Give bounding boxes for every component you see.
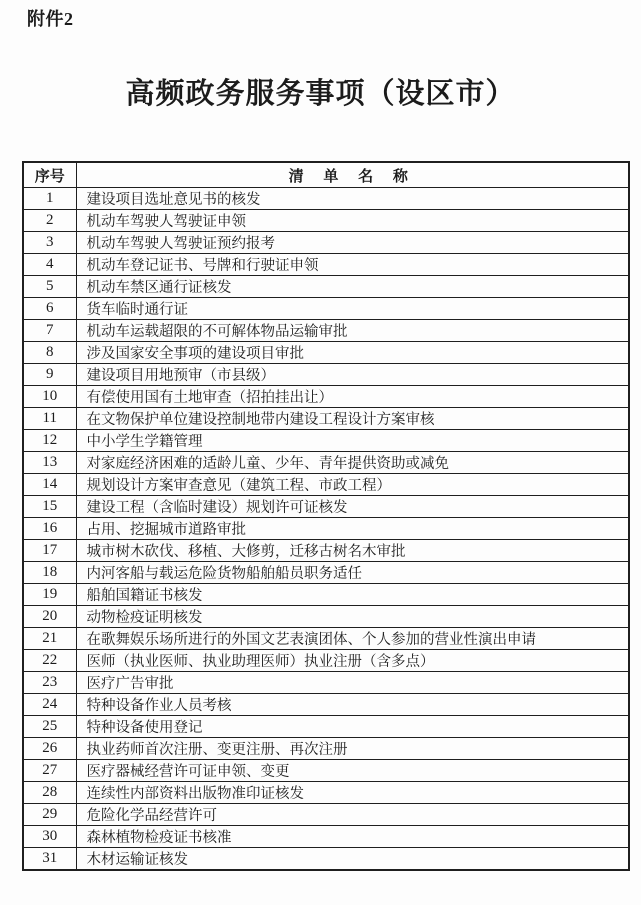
table-row	[23, 760, 629, 782]
row-name: 城市树木砍伐、移植、大修剪，迁移古树名木审批	[76, 540, 629, 562]
row-name: 内河客船与载运危险货物船舶船员职务适任	[76, 562, 629, 584]
row-name: 连续性内部资料出版物准印证核发	[76, 782, 629, 804]
row-name: 木材运输证核发	[76, 848, 629, 871]
table-row	[23, 826, 629, 848]
row-number: 18	[23, 562, 76, 584]
row-number: 17	[23, 540, 76, 562]
table-row	[23, 474, 629, 496]
row-number: 13	[23, 452, 76, 474]
header-list-name: 清 单 名 称	[76, 162, 629, 188]
table-row	[23, 562, 629, 584]
row-number: 29	[23, 804, 76, 826]
row-name: 有偿使用国有土地审查（招拍挂出让）	[76, 386, 629, 408]
row-name: 建设工程（含临时建设）规划许可证核发	[76, 496, 629, 518]
table-row	[23, 628, 629, 650]
row-name: 执业药师首次注册、变更注册、再次注册	[76, 738, 629, 760]
row-number: 24	[23, 694, 76, 716]
row-name: 医疗器械经营许可证申领、变更	[76, 760, 629, 782]
row-number: 2	[23, 210, 76, 232]
table-row	[23, 210, 629, 232]
table-row	[23, 386, 629, 408]
header-serial-number: 序号	[23, 162, 76, 188]
row-name: 危险化学品经营许可	[76, 804, 629, 826]
row-name: 动物检疫证明核发	[76, 606, 629, 628]
row-name: 货车临时通行证	[76, 298, 629, 320]
row-number: 16	[23, 518, 76, 540]
table-body	[23, 188, 629, 871]
row-number: 15	[23, 496, 76, 518]
row-number: 12	[23, 430, 76, 452]
table-row	[23, 804, 629, 826]
row-name: 医疗广告审批	[76, 672, 629, 694]
row-name: 机动车禁区通行证核发	[76, 276, 629, 298]
table-row	[23, 716, 629, 738]
row-number: 5	[23, 276, 76, 298]
table-row	[23, 298, 629, 320]
row-name: 在文物保护单位建设控制地带内建设工程设计方案审核	[76, 408, 629, 430]
row-number: 3	[23, 232, 76, 254]
row-name: 涉及国家安全事项的建设项目审批	[76, 342, 629, 364]
table-row	[23, 342, 629, 364]
row-number: 25	[23, 716, 76, 738]
row-number: 1	[23, 188, 76, 210]
table-row	[23, 254, 629, 276]
row-name: 建设项目用地预审（市县级）	[76, 364, 629, 386]
row-number: 7	[23, 320, 76, 342]
page-title: 高频政务服务事项（设区市）	[125, 78, 516, 110]
table-row	[23, 364, 629, 386]
table-row	[23, 408, 629, 430]
row-number: 27	[23, 760, 76, 782]
table-row	[23, 782, 629, 804]
row-number: 8	[23, 342, 76, 364]
row-number: 19	[23, 584, 76, 606]
table-row	[23, 672, 629, 694]
row-number: 22	[23, 650, 76, 672]
table-row	[23, 606, 629, 628]
row-name: 机动车驾驶人驾驶证申领	[76, 210, 629, 232]
row-name: 在歌舞娱乐场所进行的外国文艺表演团体、个人参加的营业性演出申请	[76, 628, 629, 650]
row-name: 船舶国籍证书核发	[76, 584, 629, 606]
table-row	[23, 452, 629, 474]
row-number: 21	[23, 628, 76, 650]
row-number: 4	[23, 254, 76, 276]
table-row	[23, 650, 629, 672]
table-row	[23, 518, 629, 540]
row-name: 规划设计方案审查意见（建筑工程、市政工程）	[76, 474, 629, 496]
table-row	[23, 848, 629, 871]
table-row	[23, 430, 629, 452]
row-number: 14	[23, 474, 76, 496]
row-name: 特种设备使用登记	[76, 716, 629, 738]
row-name: 机动车登记证书、号牌和行驶证申领	[76, 254, 629, 276]
row-number: 10	[23, 386, 76, 408]
table-row	[23, 276, 629, 298]
row-number: 30	[23, 826, 76, 848]
table-row	[23, 738, 629, 760]
table-row	[23, 694, 629, 716]
row-name: 机动车驾驶人驾驶证预约报考	[76, 232, 629, 254]
service-items-table	[22, 161, 630, 871]
table-row	[23, 540, 629, 562]
row-name: 对家庭经济困难的适龄儿童、少年、青年提供资助或减免	[76, 452, 629, 474]
table-row	[23, 188, 629, 210]
table-row	[23, 496, 629, 518]
row-name: 建设项目选址意见书的核发	[76, 188, 629, 210]
table-row	[23, 232, 629, 254]
table-row	[23, 320, 629, 342]
row-name: 森林植物检疫证书核准	[76, 826, 629, 848]
row-number: 20	[23, 606, 76, 628]
table-row	[23, 584, 629, 606]
row-name: 医师（执业医师、执业助理医师）执业注册（含多点）	[76, 650, 629, 672]
table-header-row	[23, 162, 629, 188]
row-name: 特种设备作业人员考核	[76, 694, 629, 716]
row-name: 机动车运载超限的不可解体物品运输审批	[76, 320, 629, 342]
row-number: 26	[23, 738, 76, 760]
row-number: 31	[23, 848, 76, 871]
row-name: 中小学生学籍管理	[76, 430, 629, 452]
row-number: 11	[23, 408, 76, 430]
attachment-label: 附件2	[27, 9, 74, 29]
row-number: 6	[23, 298, 76, 320]
row-number: 23	[23, 672, 76, 694]
row-number: 28	[23, 782, 76, 804]
row-name: 占用、挖掘城市道路审批	[76, 518, 629, 540]
row-number: 9	[23, 364, 76, 386]
